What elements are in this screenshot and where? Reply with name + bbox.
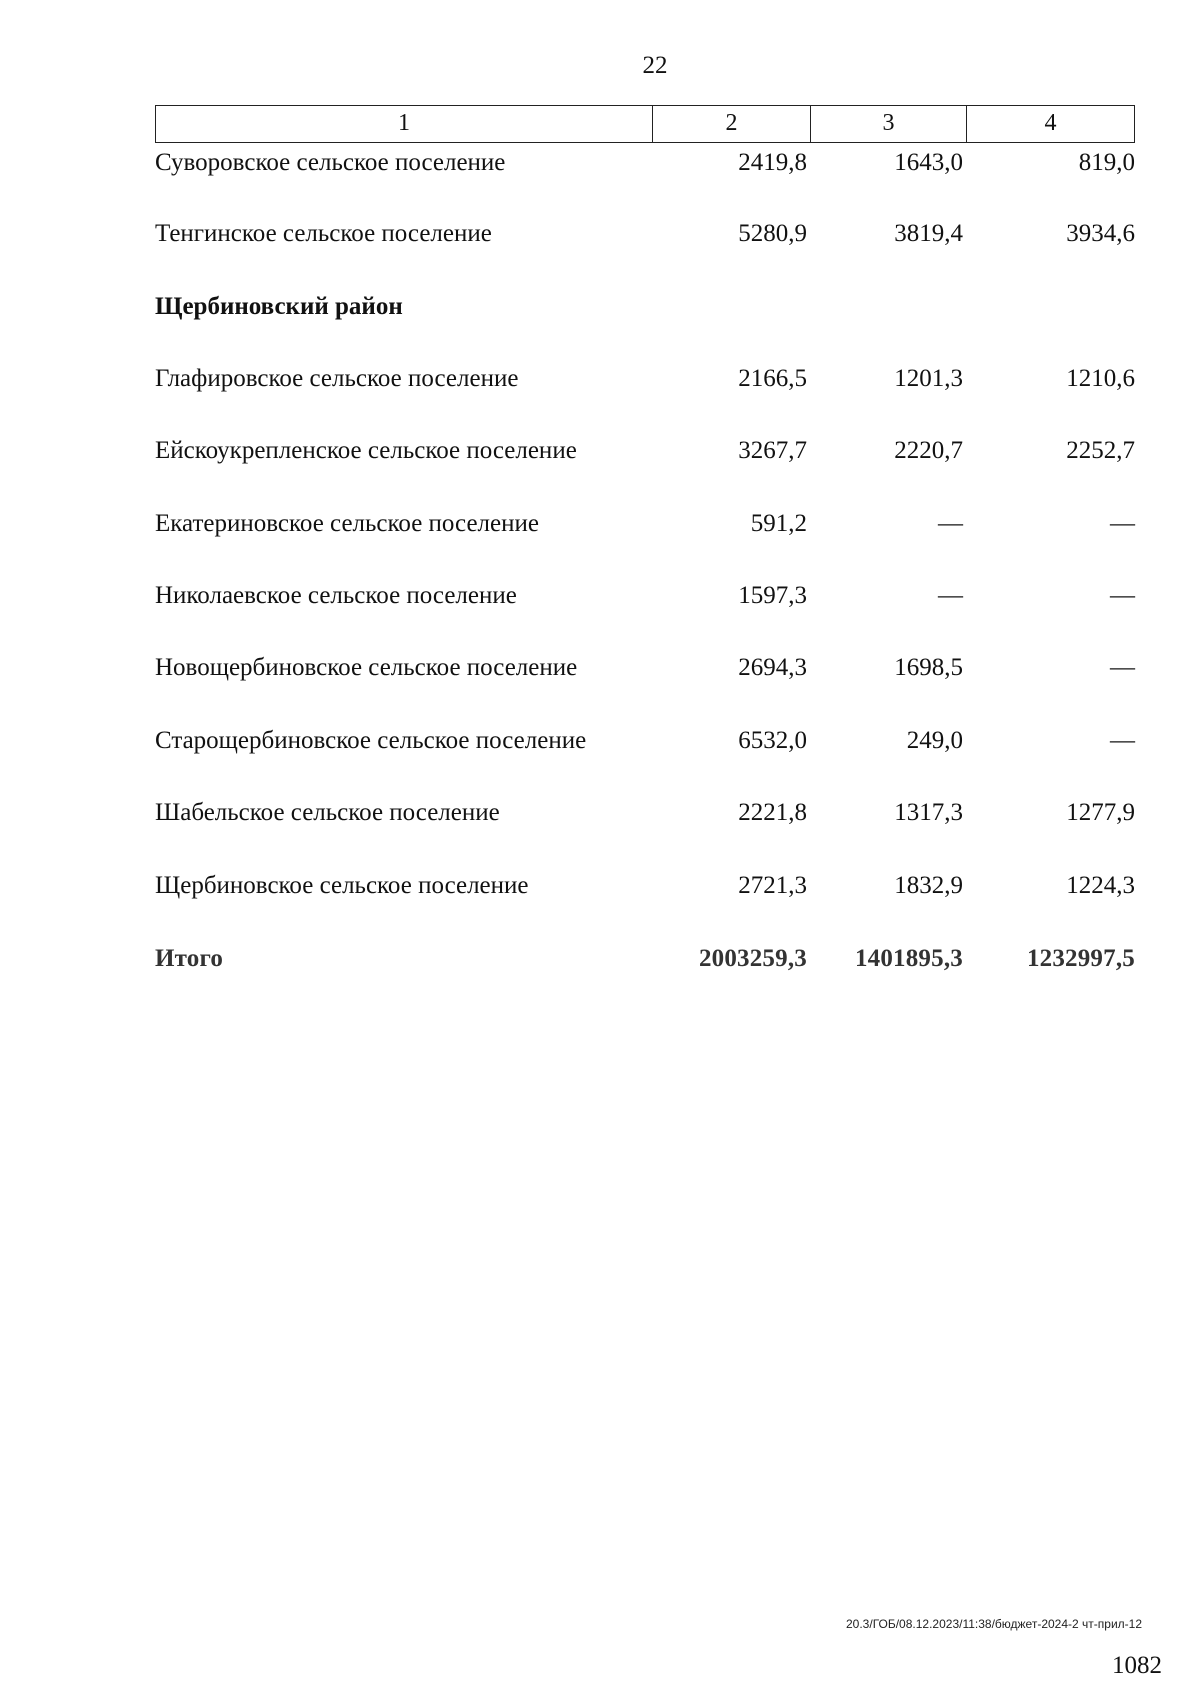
header-col-3: 3 <box>811 106 967 142</box>
row-name: Тенгинское сельское поселение <box>155 220 492 247</box>
header-col-4: 4 <box>1044 110 1057 136</box>
row-col-3: 1698,5 <box>894 654 963 681</box>
row-col-3: 1832,9 <box>894 872 963 899</box>
total-col-4: 1232997,5 <box>1026 945 1135 972</box>
row-col-4: — <box>1110 727 1135 754</box>
row-col-2: 2166,5 <box>738 365 807 392</box>
footer-code: 20.3/ГОБ/08.12.2023/11:38/бюджет-2024-2 чт-прил-12 <box>846 1617 1142 1631</box>
row-col-2: 2221,8 <box>738 799 807 826</box>
row-name: Николаевское сельское поселение <box>155 582 517 609</box>
row-col-3: 1317,3 <box>894 799 963 826</box>
table-row <box>155 721 1135 761</box>
row-name: Екатериновское сельское поселение <box>155 510 539 537</box>
row-col-4: 3934,6 <box>1066 220 1135 247</box>
row-col-4: 819,0 <box>1078 149 1135 176</box>
row-name: Щербиновское сельское поселение <box>155 872 529 899</box>
table-row <box>155 576 1135 616</box>
row-col-4: — <box>1110 582 1135 609</box>
row-col-4: — <box>1110 654 1135 681</box>
sheet-number: 1082 <box>1112 1652 1162 1679</box>
row-col-2: 2694,3 <box>738 654 807 681</box>
total-label: Итого <box>155 945 224 972</box>
table-row <box>155 866 1135 906</box>
row-col-4: — <box>1110 510 1135 537</box>
row-name: Старощербиновское сельское поселение <box>155 727 587 754</box>
row-name: Ейскоукрепленское сельское поселение <box>155 437 577 464</box>
row-col-2: 5280,9 <box>738 220 807 247</box>
page-number: 22 <box>642 52 668 79</box>
row-col-3: 1201,3 <box>894 365 963 392</box>
table-row <box>155 648 1135 688</box>
row-col-3: 1643,0 <box>894 149 963 176</box>
row-name: Глафировское сельское поселение <box>155 365 519 392</box>
table-row <box>155 214 1135 254</box>
row-col-2: 2419,8 <box>738 149 807 176</box>
header-col-1: 1 <box>156 106 653 142</box>
row-col-3: — <box>938 510 963 537</box>
row-col-3: 249,0 <box>906 727 963 754</box>
row-col-3: 3819,4 <box>894 220 963 247</box>
table-row <box>155 793 1135 833</box>
total-col-2: 2003259,3 <box>698 945 807 972</box>
table-row <box>155 359 1135 399</box>
table-row <box>155 143 1135 183</box>
row-col-2: 591,2 <box>750 510 807 537</box>
row-name: Шабельское сельское поселение <box>155 799 500 826</box>
table-row <box>155 504 1135 544</box>
row-col-2: 2721,3 <box>738 872 807 899</box>
row-name: Новощербиновское сельское поселение <box>155 654 578 681</box>
row-col-4: 2252,7 <box>1066 437 1135 464</box>
total-row <box>155 939 1135 979</box>
total-col-3: 1401895,3 <box>854 945 963 972</box>
header-col-2: 2 <box>653 106 811 142</box>
table-header <box>155 105 1135 143</box>
row-col-3: — <box>938 582 963 609</box>
row-col-3: 2220,7 <box>894 437 963 464</box>
table-row <box>155 431 1135 471</box>
section-title: Щербиновский район <box>155 293 403 320</box>
row-col-4: 1277,9 <box>1066 799 1135 826</box>
row-col-2: 1597,3 <box>738 582 807 609</box>
row-col-2: 3267,7 <box>738 437 807 464</box>
row-col-2: 6532,0 <box>738 727 807 754</box>
row-col-4: 1224,3 <box>1066 872 1135 899</box>
row-name: Суворовское сельское поселение <box>155 149 506 176</box>
row-col-4: 1210,6 <box>1066 365 1135 392</box>
